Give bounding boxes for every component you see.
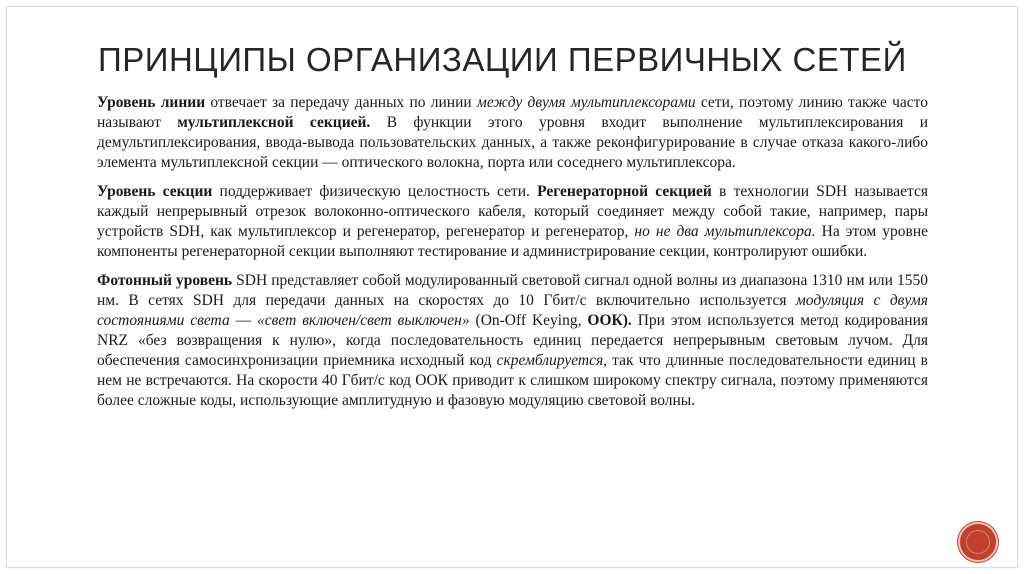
term-multiplex-section: мультиплексной секцией. xyxy=(177,114,371,131)
emphasis-between-multiplexers: между двумя мультиплексорами xyxy=(476,94,696,111)
text-run: При этом используется метод кодирования NRZ «без возвращения к нулю», когда последовательность единиц передается непрерывным световым лучом. Для обеспечения самосинхронизации приемника исходный код xyxy=(97,312,928,369)
emphasis-not-two-multiplexers: но не два мультиплексора. xyxy=(634,223,816,240)
slide-title: ПРИНЦИПЫ ОРГАНИЗАЦИИ ПЕРВИЧНЫХ СЕТЕЙ xyxy=(98,41,907,78)
emphasis-scrambled: скремблируется, xyxy=(496,352,608,369)
text-run: в технологии SDH называется каждый непрерывный отрезок волоконно-оптического кабеля, который соединяет между собой такие, например, пары устройств SDH, как мультиплексор и регенератор, регенератор и регенератор, xyxy=(97,183,929,240)
term-ook: ООК). xyxy=(587,312,632,329)
text-run: — xyxy=(229,312,258,329)
text-run: (On-Off Keying, xyxy=(469,312,588,329)
text-run: SDH представляет собой модулированный световой сигнал одной волны из диапазона 1310 нм или 1550 нм. В сетях SDH для передачи данных на скоростях до 10 Гбит/с включительно используется xyxy=(97,272,928,309)
term-section-level: Уровень секции xyxy=(97,183,213,200)
emphasis-two-state-modulation: модуляция с двумя состояниями света xyxy=(97,292,928,329)
text-run: В функции этого уровня входит выполнение мультиплексирования и демультиплексирования, ввода-вывода пользовательских данных, а также реконфигурирование в случае отказа какого-либо элемента мультиплексной секции — оптического волокна, порта или соседнего мультиплексора. xyxy=(97,114,928,171)
text-run: сети, поэтому линию также часто называют xyxy=(97,94,928,131)
paragraph-section-level xyxy=(97,182,928,262)
text-run: На этом уровне компоненты регенераторной секции выполняют тестирование и администрирование секции, контролируют ошибки. xyxy=(97,223,928,260)
slide-body xyxy=(97,93,928,420)
term-photonic-level: Фотонный уровень xyxy=(97,272,233,289)
paragraph-line-level xyxy=(97,93,928,173)
term-line-level: Уровень линии xyxy=(97,94,206,111)
paragraph-photonic-level xyxy=(97,271,928,411)
term-regenerator-section: Регенераторной секцией xyxy=(537,183,712,200)
text-run: отвечает за передачу данных по линии xyxy=(205,94,477,111)
emphasis-light-on-off: «свет включен/свет выключен» xyxy=(257,312,470,329)
text-run: так что длинные последовательности единиц в нем не встречаются. На скорости 40 Гбит/с код ООК приводит к слишком широкому спектру сигнала, поэтому применяются более сложные коды, использующие амплитудную и фазовую модуляцию световой волны. xyxy=(97,352,928,409)
next-slide-button[interactable] xyxy=(958,522,998,562)
text-run: поддерживает физическую целостность сети. xyxy=(212,183,538,200)
